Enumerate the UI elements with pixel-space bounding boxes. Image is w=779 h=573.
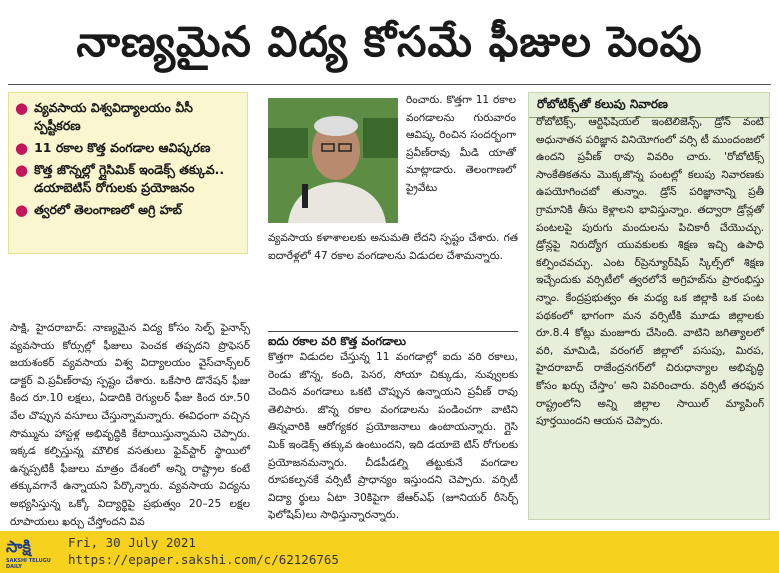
highlight-item: ● 11 రకాల కొత్త వంగడాల ఆవిష్కరణ (15, 139, 211, 157)
footer-url[interactable]: https://epaper.sakshi.com/c/62126765 (68, 552, 339, 567)
highlights-box (8, 92, 248, 254)
robotics-box-title: రోబోటిక్స్‌తో కలుపు నివారణ (529, 93, 769, 118)
sakshi-logo: సాక్షి SAKSHI TELUGU DAILY (6, 537, 51, 570)
article-column-2-mid: వ్యవసాయ కళాశాలలకు అనుమతి లేదని స్పష్టం చేశారు. గత ఐదారేళ్లలో 47 రకాల వంగడాలను విడుదల చేశామన్నారు. (268, 232, 518, 262)
highlight-item: ● త్వరలో తెలంగాణలో అగ్రి హబ్ (15, 201, 183, 219)
bullet-icon: ● (15, 99, 29, 117)
vc-photo (268, 98, 398, 223)
bullet-icon: ● (15, 139, 29, 157)
headline-rule (8, 84, 771, 85)
robotics-box-body: రోబోటిక్స్, ఆర్టిఫిషియల్ ఇంటెలిజెన్స్, డ్రోన్ వంటి అధునాతన పరిజ్ఞాన వినియోగంలో వర్సి టీ ముందంజలో ఉందని ప్రవీణ్ రావు వివరిం చారు. 'రోబోటిక్స్ సాంకేతికతను మొక్కజొన్న పంటల్లో కలుపు నివారణకు ఉపయోగించబో తున్నాం. డ్రోన్ పరిజ్ఞానాన్ని ప్రతీ గ్రామానికి తీసు కెళ్లాలని భావిస్తున్నాం. తద్వారా డ్రోన్లతో పంటలపై పురుగు మందులను పిచికారీ చేయొచ్చు. డ్రోన్లపై నిరుద్యోగ యువకులకు శిక్షణ ఇచ్చి ఉపాధి కల్పించవచ్చు. ఎంట ర్‌ప్రెన్యూర్‌షిప్ స్కిల్స్‌లో శిక్షణ ఇచ్చేందుకు వర్సిటీలో త్వరలోనే అగ్రిహబ్‌ను ప్రారంభిస్తు న్నాం. కేంద్రప్రభుత్వం ఈ మధ్య ఒక జిల్లాకి ఒక పంట పథకంలో భాగంగా మన వర్సిటీకి మూడు జిల్లాలకు రూ.8.4 కోట్లు మంజూరు చేసింది. వాటిని జగిత్యాలలో వరి, మామిడి, వరంగల్ జిల్లాలో పసుపు, మిరప, హైదరాబాద్ రాజేంద్రనగర్‌లో చిరుధాన్యాల అభివృద్ధి కోసం ఖర్చు చేస్తాం' అని వివరించారు. వర్సిటీ తరఫున రాష్ట్రంలోని అన్ని జిల్లాల సాయిల్ మ్యాపింగ్ పూర్తయిందని ఆయన చెప్పారు. (536, 116, 764, 428)
highlight-item: ● వ్యవసాయ విశ్వవిద్యాలయం వీసీ స్పష్టీకరణ (15, 99, 193, 133)
bullet-icon: ● (15, 161, 29, 179)
highlight-item: ● కొత్త జొన్నల్లో గ్లైసిమిక్ ఇండెక్స్ తక్కువ.. డయాబెటిస్ రోగులకు ప్రయోజనం (15, 161, 225, 195)
footer-bar (0, 531, 779, 573)
headline: నాణ్యమైన విద్య కోసమే ఫీజుల పెంపు (76, 17, 703, 66)
person-photo-icon (268, 98, 398, 223)
article-column-2-top: రించారు. కొత్తగా 11 రకాల వంగడాలను గురువారం ఆవిష్క రించిన సందర్భంగా ప్రవీణ్‌రావు మీడి యాతో మాట్లాడారు. తెలంగాణలో ప్రైవేటు (406, 94, 516, 194)
footer-date: Fri, 30 July 2021 (68, 535, 196, 550)
subheading-paddy: ఐదు రకాల వరి కొత్త వంగడాలు (268, 331, 518, 351)
article-column-1: సాక్షి, హైదరాబాద్: నాణ్యమైన విద్య కోసం సెల్ఫ్ ఫైనాన్స్ వ్యవసాయ కోర్సుల్లో ఫీజులు పెంచక తప్పదని ప్రొఫెసర్ జయశంకర్ వ్యవసాయ విశ్వ విద్యాలయం వైస్‌చాన్స్‌లర్ డాక్టర్ వి.ప్రవీణ్‌రావు స్పష్టం చేశారు. ఒకేసారి డొనేషన్ ఫీజు కింద రూ.10 లక్షలు, ఏడాదికి రెగ్యులర్ ఫీజు కింద రూ.50 వేల చొప్పున వసూలు చేస్తున్నామన్నారు. ఈవిధంగా వచ్చిన సొమ్మును హాస్టళ్ల అభివృద్ధికి కేటాయిస్తున్నామని చెప్పారు. ఇక్కడ కల్పిస్తున్న మౌలిక వసతులు ఫైవ్‌స్టార్ స్థాయిలో ఉన్నప్పటికీ ఫీజులు మాత్రం దేశంలో అన్ని రాష్ట్రాల కంటే తక్కువగానే ఉన్నాయని పేర్కొన్నారు. వ్యవసాయ విద్యను అభ్యసిస్తున్న ఒక్కో విద్యార్థిపై ప్రభుత్వం 20–25 లక్షల రూపాయలు ఖర్చు చేస్తోందని వివ (10, 322, 250, 528)
article-column-2-body: కొత్తగా విడుదల చేస్తున్న 11 వంగడాల్లో ఐదు వరి రకాలు, రెండు జొన్న, కంది, పెసర, సోయా చిక్కుడు, నువ్వులకు చెందిన వంగడాలు ఒకటి చొప్పున ఉన్నాయని ప్రవీణ్ రావు తెలిపారు. జొన్న రకాల వంగడాలను పండించగా వాటిని తిన్నవారికి ఆరోగ్యకర ప్రయోజనాలు ఉంటాయన్నారు. గ్లైసి మిక్ ఇండెక్స్ తక్కువ ఉంటుందని, ఇది డయాబె టిస్ రోగులకు ప్రయోజనమన్నారు. చీడపీడల్ని తట్టుకునే వంగడాల రూపకల్పనకే వర్సిటీ ప్రాధాన్యం ఇస్తుందని చెప్పారు. వర్సిటీ విద్యా ర్థులు ఏటా 30కిపైగా జేఆర్‌ఎఫ్ (జూనియర్ రీసెర్చ్ ఫెలోషిప్)లు సాధిస్తున్నారన్నారు. (268, 351, 518, 522)
bullet-icon: ● (15, 201, 29, 219)
